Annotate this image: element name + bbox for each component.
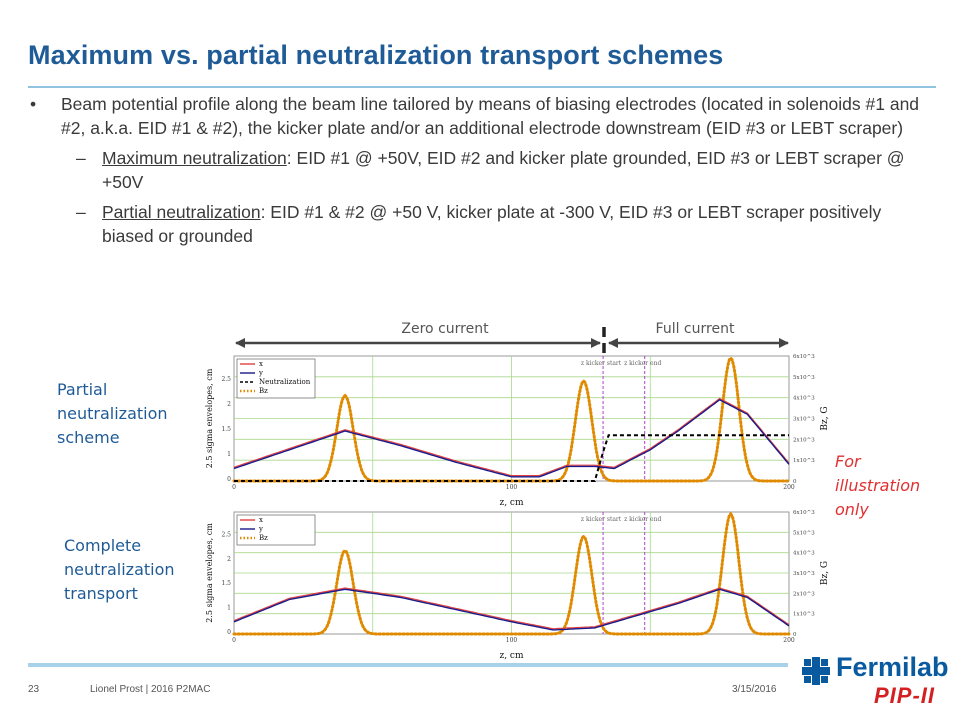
bullet-main-text: Beam potential profile along the beam line tailored by means of biasing electrodes (located in solenoids #1 and #2, a.k.a. EID #1 & #2), the kicker plate and/or an additional electrode downstream (EID #3 or LEBT scraper) xyxy=(61,94,920,138)
y-tick-label: 2.5 xyxy=(221,376,231,383)
zero-current-label: Zero current xyxy=(401,321,489,337)
y2-axis-label: Bz, G xyxy=(820,406,830,431)
y-tick-label: 0 xyxy=(227,476,231,483)
fermilab-logo-icon xyxy=(800,655,832,687)
y2-tick-label: 1x10^3 xyxy=(793,458,815,465)
y-axis-label: 2.5 sigma envelopes, cm xyxy=(205,368,214,469)
pip-ii-logo: PIP-II xyxy=(874,683,936,708)
y2-tick-label: 4x10^3 xyxy=(793,550,815,557)
x-tick-label: 100 xyxy=(505,637,518,644)
legend-entry: Bz xyxy=(259,387,268,395)
label-complete-transport: Complete neutralization transport xyxy=(64,536,175,603)
y2-tick-label: 0 xyxy=(793,632,797,638)
y2-tick-label: 6x10^3 xyxy=(793,510,815,516)
label-partial-scheme: Partial neutralization scheme xyxy=(57,380,168,447)
y2-tick-label: 0 xyxy=(793,479,797,485)
kicker-marker-label: z kicker start xyxy=(580,516,622,523)
y-tick-label: 0 xyxy=(227,629,231,636)
kicker-marker-label: z kicker end xyxy=(624,516,662,523)
y2-tick-label: 2x10^3 xyxy=(793,591,815,598)
y2-tick-label: 5x10^3 xyxy=(793,374,815,381)
y2-tick-label: 1x10^3 xyxy=(793,611,815,618)
full-current-label: Full current xyxy=(655,321,735,337)
y-tick-label: 1 xyxy=(227,451,231,458)
sub-bullet-maximum-title: Maximum neutralization xyxy=(102,148,287,168)
x-tick-label: 200 xyxy=(783,484,795,491)
x-tick-label: 0 xyxy=(232,484,236,491)
bullet-dash: – xyxy=(76,148,86,168)
sub-bullet-partial-text: : EID #1 & #2 @ +50 V, kicker plate at -300 V, EID #3 or LEBT scraper positively biased or grounded xyxy=(102,202,882,246)
kicker-marker-label: z kicker end xyxy=(624,360,662,367)
y-tick-label: 1.5 xyxy=(221,580,231,588)
y-tick-label: 1 xyxy=(227,604,231,612)
footer-divider xyxy=(28,663,788,667)
sub-bullet-partial-title: Partial neutralization xyxy=(102,202,261,222)
y-axis-label: 2.5 sigma envelopes, cm xyxy=(205,523,214,623)
sub-bullet-maximum-text: : EID #1 @ +50V, EID #2 and kicker plate grounded, EID #3 or LEBT scraper @ +50V xyxy=(102,148,905,192)
legend-entry: x xyxy=(259,360,263,368)
y-tick-label: 2.5 xyxy=(221,531,231,539)
footer-page-number: 23 xyxy=(28,684,40,695)
slide-title: Maximum vs. partial neutralization transport schemes xyxy=(28,40,724,70)
footer-author: Lionel Prost | 2016 P2MAC xyxy=(90,684,211,695)
footer-date: 3/15/2016 xyxy=(732,684,777,695)
y2-tick-label: 5x10^3 xyxy=(793,530,815,537)
bullet-dot: • xyxy=(30,94,37,114)
y-tick-label: 2 xyxy=(227,401,231,408)
bullet-dash: – xyxy=(76,202,86,222)
fermilab-logo-text: Fermilab xyxy=(836,652,949,682)
y2-tick-label: 6x10^3 xyxy=(793,354,815,360)
illustration-note: For illustration only xyxy=(835,452,921,519)
x-tick-label: 200 xyxy=(783,637,795,644)
y2-axis-label: Bz, G xyxy=(820,560,830,586)
y2-tick-label: 3x10^3 xyxy=(793,571,815,577)
legend-entry: Bz xyxy=(259,534,268,542)
y2-tick-label: 2x10^3 xyxy=(793,437,815,444)
chart-panel-complete xyxy=(205,509,830,661)
chart-panel-partial xyxy=(205,353,830,508)
legend-entry: x xyxy=(259,516,263,524)
legend-entry: Neutralization xyxy=(259,378,311,386)
x-tick-label: 0 xyxy=(232,637,236,644)
kicker-marker-label: z kicker start xyxy=(580,360,622,367)
y-tick-label: 1.5 xyxy=(221,426,231,433)
x-tick-label: 100 xyxy=(505,484,518,491)
legend-entry: y xyxy=(259,525,263,533)
x-axis-label: z, cm xyxy=(499,651,524,661)
y2-tick-label: 3x10^3 xyxy=(793,416,815,423)
y-tick-label: 2 xyxy=(227,555,231,563)
legend-entry: y xyxy=(259,369,263,377)
x-axis-label: z, cm xyxy=(499,498,524,508)
y2-tick-label: 4x10^3 xyxy=(793,395,815,402)
